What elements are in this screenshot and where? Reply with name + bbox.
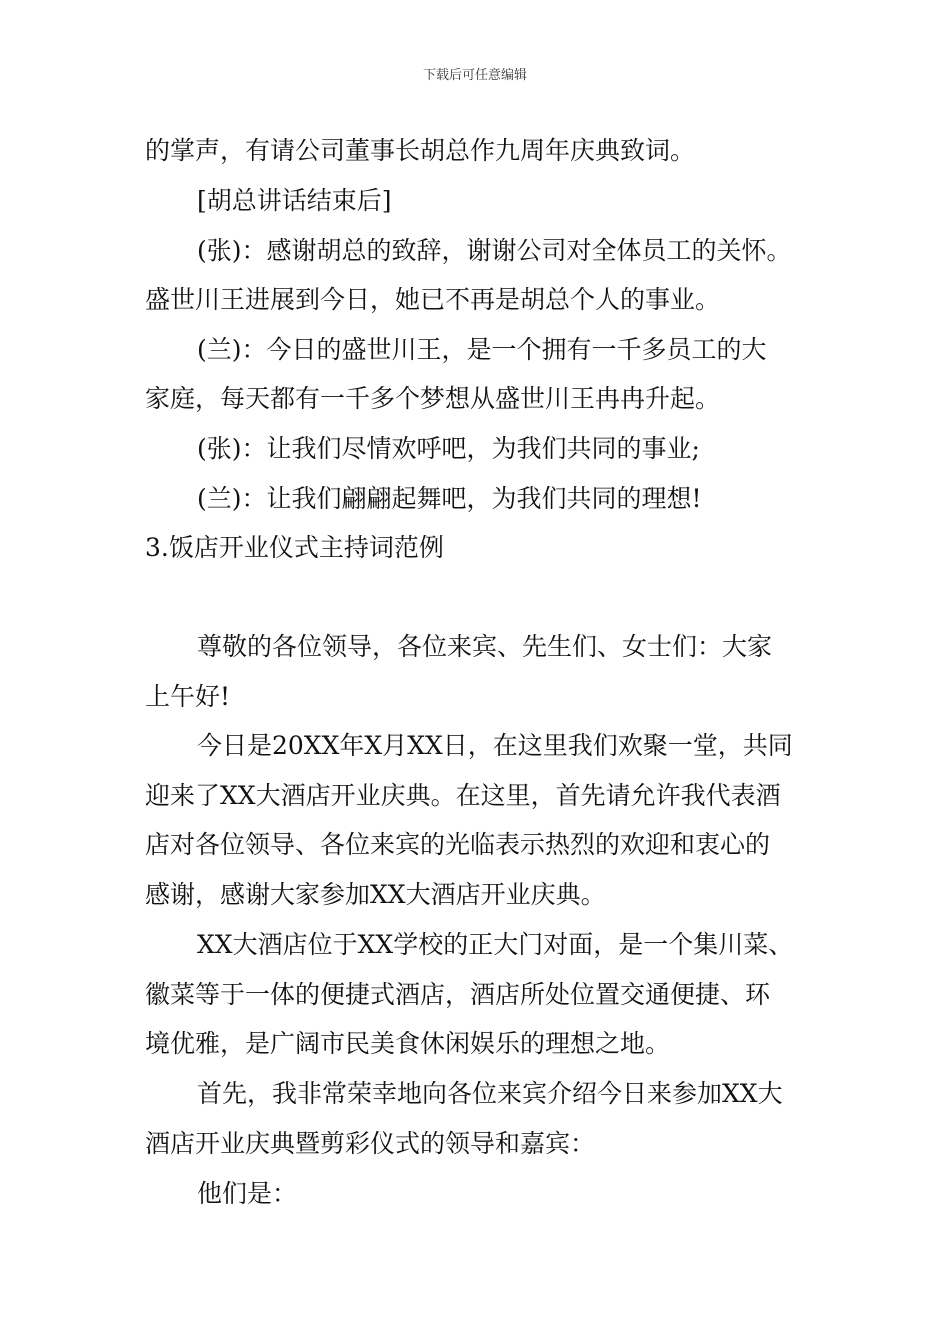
text-line: 尊敬的各位领导，各位来宾、先生们、女士们：大家 [197, 632, 773, 661]
text-line: 家庭，每天都有一千多个梦想从盛世川王冉冉升起。 [145, 384, 721, 413]
text-line: 他们是： [197, 1179, 298, 1208]
text-line: 感谢，感谢大家参加XX大酒店开业庆典。 [145, 880, 606, 909]
text-line: 店对各位领导、各位来宾的光临表示热烈的欢迎和衷心的 [145, 830, 771, 859]
text-line: 盛世川王进展到今日，她已不再是胡总个人的事业。 [145, 285, 721, 314]
text-line: 迎来了XX大酒店开业庆典。在这里，首先请允许我代表酒 [145, 781, 781, 810]
text-line: [胡总讲话结束后] [197, 186, 392, 215]
text-line: 上午好! [145, 682, 231, 711]
section-heading: 3.饭店开业仪式主持词范例 [145, 533, 444, 562]
text-line: (张)：让我们尽情欢呼吧，为我们共同的事业; [197, 434, 700, 463]
text-line: (兰)：让我们翩翩起舞吧，为我们共同的理想! [197, 484, 702, 513]
text-line: XX大酒店位于XX学校的正大门对面，是一个集川菜、 [197, 930, 794, 959]
text-line: 的掌声，有请公司董事长胡总作九周年庆典致词。 [145, 136, 696, 165]
text-line: 徽菜等于一体的便捷式酒店，酒店所处位置交通便捷、环 [145, 980, 771, 1009]
text-line: 今日是20XX年X月XX日，在这里我们欢聚一堂，共同 [197, 731, 793, 760]
text-line: (兰)：今日的盛世川王，是一个拥有一千多员工的大 [197, 335, 767, 364]
text-line: 首先，我非常荣幸地向各位来宾介绍今日来参加XX大 [197, 1079, 783, 1108]
page-header: 下载后可任意编辑 [422, 68, 527, 83]
text-line: (张)：感谢胡总的致辞，谢谢公司对全体员工的关怀。 [197, 236, 792, 265]
text-line: 境优雅，是广阔市民美食休闲娱乐的理想之地。 [145, 1029, 671, 1058]
text-line: 酒店开业庆典暨剪彩仪式的领导和嘉宾： [145, 1129, 596, 1158]
